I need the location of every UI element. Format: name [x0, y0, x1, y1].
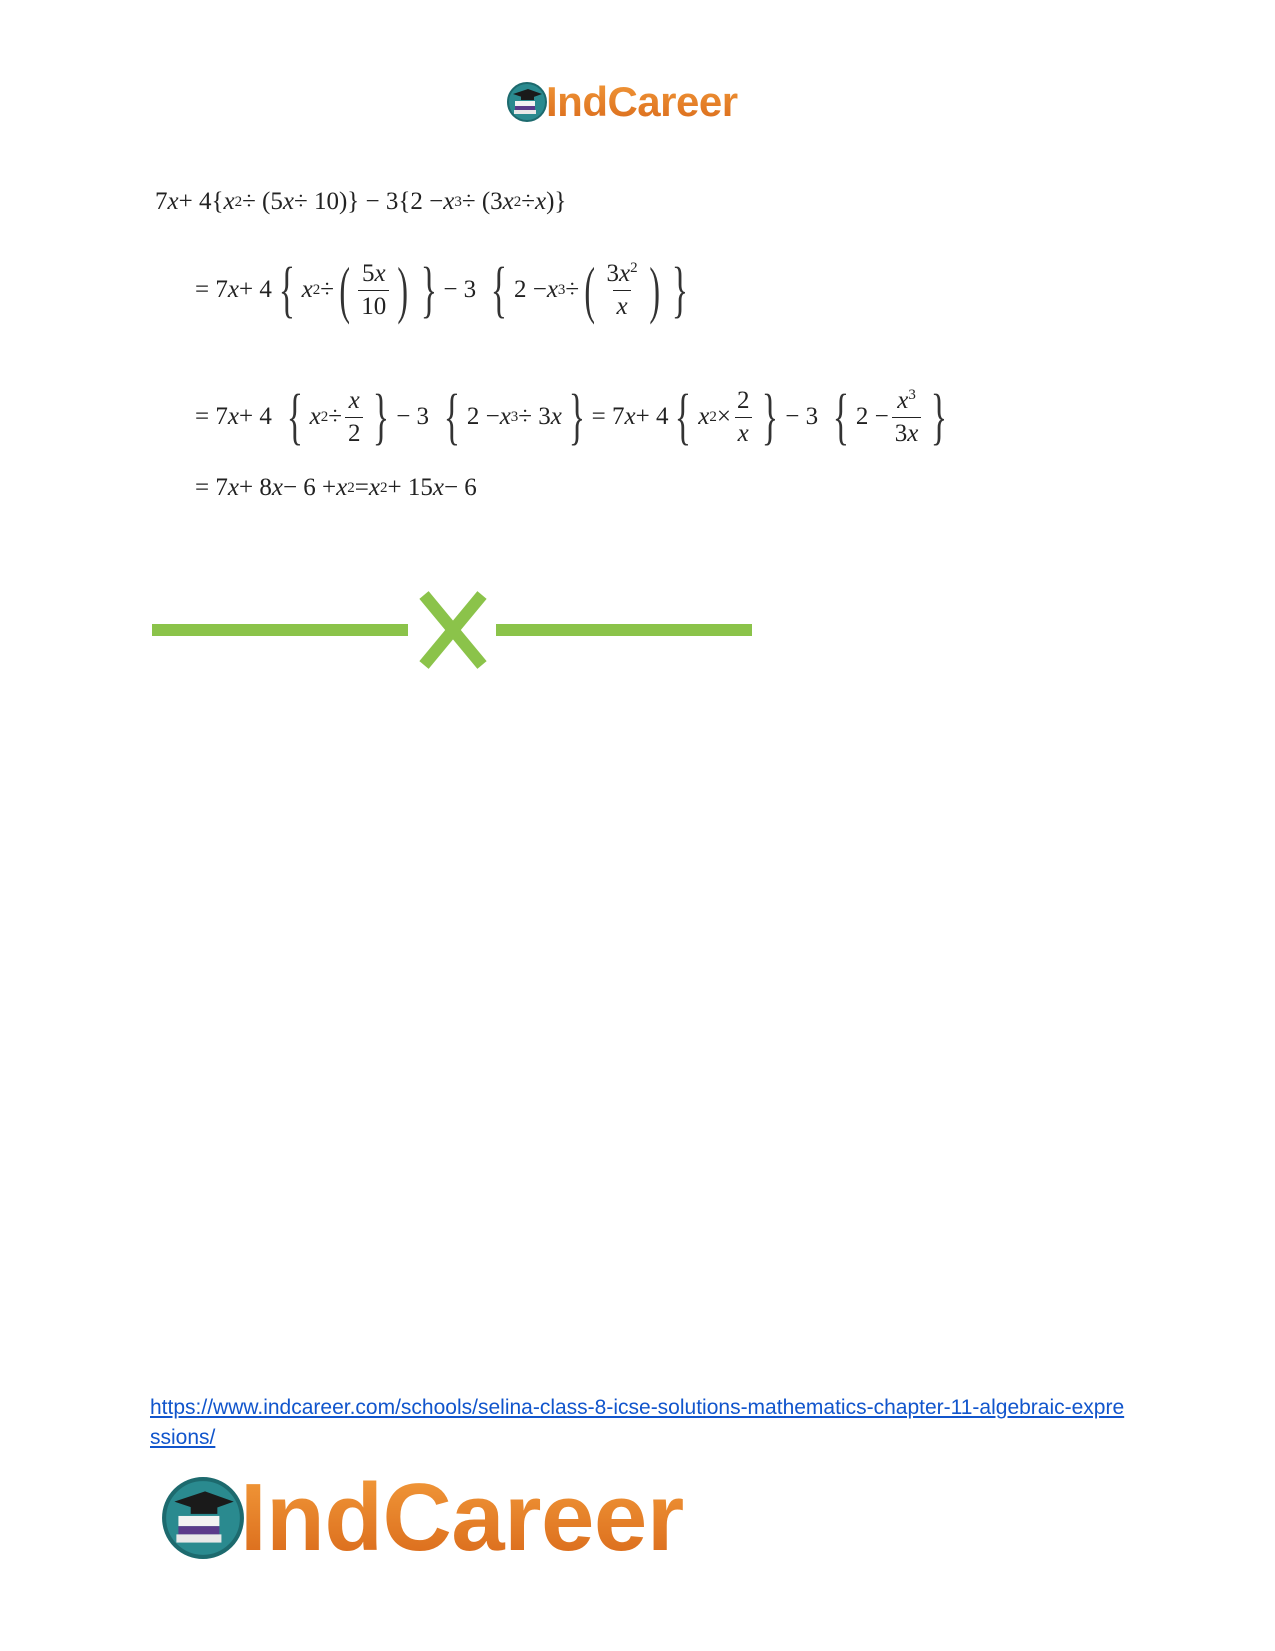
left-brace: {: [490, 256, 508, 324]
math-var: x: [624, 403, 636, 430]
math-text: 2 −: [513, 276, 547, 303]
math-exp: 2: [630, 259, 638, 276]
math-var: x: [618, 259, 631, 287]
fraction-numerator: x: [348, 386, 360, 414]
left-brace: {: [675, 383, 692, 451]
right-paren: ): [397, 254, 409, 325]
footer-logo: [160, 1464, 684, 1571]
math-text: ÷: [320, 276, 334, 303]
math-text: 3: [606, 259, 619, 287]
math-text: + 15: [387, 474, 433, 501]
right-brace: }: [420, 256, 437, 324]
fraction-denominator: x: [735, 417, 752, 448]
math-var: x: [301, 276, 313, 303]
right-paren: ): [648, 254, 660, 325]
graduation-book-globe-icon: [506, 81, 548, 123]
fraction-denominator: 10: [358, 290, 389, 321]
source-link[interactable]: https://www.indcareer.com/schools/selina-class-8-icse-solutions-mathematics-chapter-11-algebraic-expressions/: [150, 1396, 1125, 1449]
math-var: x: [550, 403, 562, 430]
right-brace: }: [373, 383, 390, 451]
math-text: − 6: [443, 474, 477, 501]
math-var: x: [432, 474, 444, 501]
expression-line-3: = 7 x + 4 { x 2 ÷ $\frac{x}{2}$ } − 3 { 2 − x 3 ÷ 3 x } = 7 x + 4 { x 2 × $\frac{2}{x}$ } − 3 { 2 − $\frac{x^3}{3x}$ }: [195, 383, 948, 451]
math-text: = 7: [195, 276, 228, 303]
math-var: x: [546, 276, 558, 303]
brand-name: IndCareer: [546, 78, 738, 125]
close-icon: [424, 595, 482, 665]
left-brace: {: [278, 256, 295, 324]
math-text: − 6 +: [282, 474, 337, 501]
right-brace: }: [762, 383, 779, 451]
math-var: x: [907, 419, 919, 447]
right-brace: }: [568, 383, 585, 451]
math-var: x: [336, 474, 348, 501]
math-var: x: [443, 188, 455, 215]
divider-line-right: [496, 624, 752, 636]
left-brace: {: [286, 383, 303, 451]
left-brace: {: [832, 383, 850, 451]
left-paren: (: [584, 254, 596, 325]
math-text: 2 −: [466, 403, 500, 430]
math-text: − 3: [443, 276, 477, 303]
math-var: x: [223, 188, 235, 215]
math-text: + 4{: [178, 188, 224, 215]
math-var: x: [897, 386, 909, 414]
math-text: = 7: [195, 474, 228, 501]
brand-name: IndCareer: [240, 1464, 684, 1571]
divider-line-left: [152, 624, 408, 636]
expression-line-1: 7 x + 4{ x 2 ÷ (5 x ÷ 10)} − 3{2 − x 3 ÷ (3 x 2 ÷ x )}: [155, 188, 567, 215]
math-var: x: [167, 188, 179, 215]
math-text: = 7: [195, 403, 228, 430]
math-text: 5: [361, 259, 375, 287]
math-var: x: [374, 259, 386, 287]
right-brace: }: [671, 256, 688, 324]
math-var: x: [502, 188, 514, 215]
math-text: + 4: [238, 403, 272, 430]
math-text: ÷: [328, 403, 342, 430]
math-text: ÷: [521, 188, 535, 215]
fraction-denominator: 2: [345, 417, 364, 448]
math-text: = 7: [591, 403, 625, 430]
math-text: ÷: [565, 276, 580, 303]
math-text: 3: [894, 419, 908, 447]
math-text: − 3: [785, 403, 819, 430]
math-text: + 8: [238, 474, 272, 501]
math-var: x: [282, 188, 294, 215]
graduation-book-globe-icon: [160, 1475, 246, 1561]
math-text: 7: [155, 188, 168, 215]
math-var: x: [271, 474, 283, 501]
math-text: ×: [716, 403, 731, 430]
math-var: x: [227, 474, 239, 501]
math-var: x: [227, 403, 239, 430]
math-var: x: [227, 276, 239, 303]
fraction: [734, 387, 753, 448]
left-brace: {: [443, 383, 461, 451]
fraction: [345, 387, 364, 448]
math-text: + 4: [238, 276, 272, 303]
expression-line-2: = 7 x + 4 { x 2 ÷ ( $\frac{5x}{10}$ ) } − 3 { 2 − x 3 ÷ ( $\frac{3x^2}{x}$ ) }: [195, 254, 688, 325]
math-var: x: [368, 474, 380, 501]
math-var: x: [698, 403, 710, 430]
math-text: 2 −: [855, 403, 889, 430]
math-text: ÷ (5: [242, 188, 283, 215]
math-var: x: [309, 403, 321, 430]
math-text: + 4: [635, 403, 669, 430]
fraction-numerator: 2: [736, 386, 750, 414]
math-text: ÷ (3: [461, 188, 503, 215]
left-paren: (: [339, 254, 350, 325]
math-text: )}: [546, 188, 567, 215]
math-text: =: [354, 474, 369, 501]
math-text: − 3: [396, 403, 430, 430]
right-brace: }: [931, 383, 948, 451]
math-text: ÷ 10)} − 3{2 −: [293, 188, 444, 215]
header-logo: [506, 78, 738, 126]
fraction: [603, 260, 640, 321]
math-var: x: [499, 403, 511, 430]
fraction: [892, 387, 922, 448]
math-text: ÷ 3: [518, 403, 551, 430]
math-var: x: [534, 188, 547, 215]
fraction: [358, 260, 389, 321]
fraction-denominator: x: [613, 290, 630, 321]
math-exp: 3: [908, 386, 916, 403]
expression-line-4: = 7 x + 8 x − 6 + x 2 = x 2 + 15 x − 6: [195, 474, 477, 501]
section-divider: [152, 590, 752, 670]
